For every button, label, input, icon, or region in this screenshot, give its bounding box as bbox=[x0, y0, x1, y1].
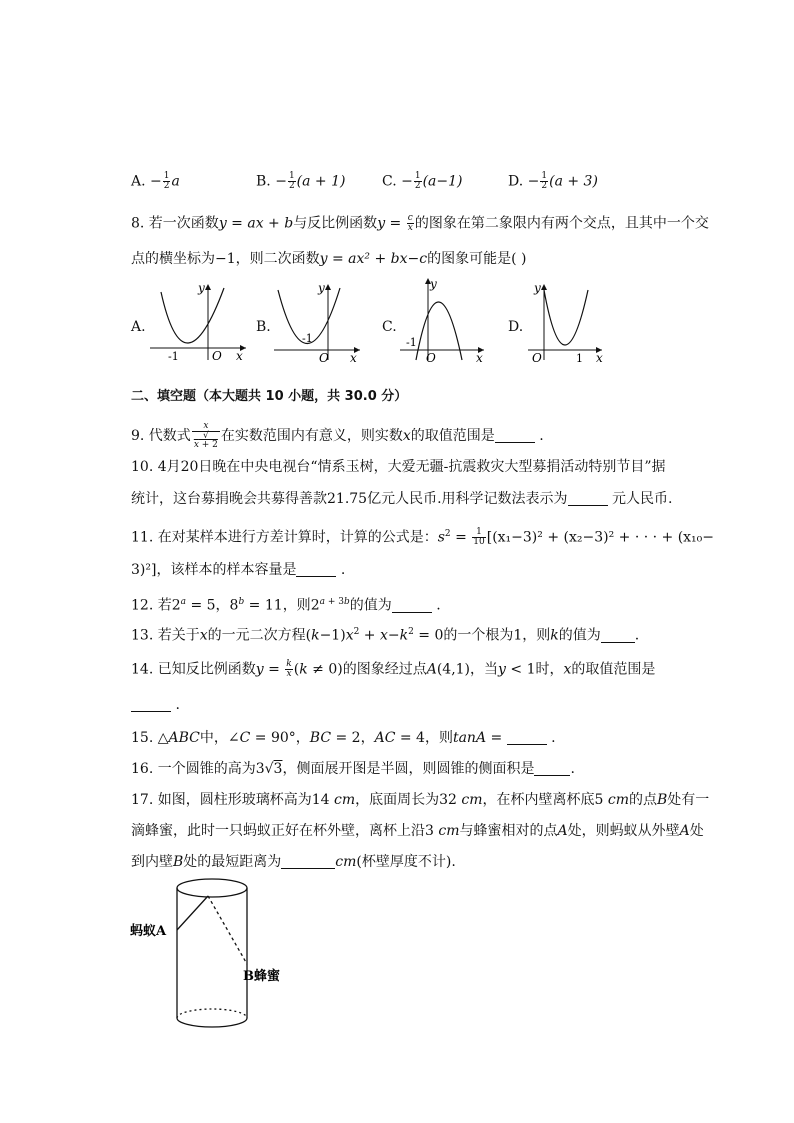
q8-graph-d bbox=[524, 280, 606, 362]
q7-option-b: B. − $\frac{1}{2}$ (a + 1) bbox=[256, 171, 346, 191]
section-title: 二、填空题（本大题共 10 小题，共 30.0 分） bbox=[131, 389, 408, 404]
svg-text:O: O bbox=[319, 351, 329, 362]
q16: 16. 一个圆锥的高为3√3，侧面展开图是半圆，则圆锥的侧面积是 . bbox=[131, 761, 575, 777]
q8-label-d: D. bbox=[508, 319, 524, 335]
svg-text:x: x bbox=[596, 351, 603, 362]
q7-option-c: C. − $\frac{1}{2}$ (a−1) bbox=[382, 171, 463, 191]
q7-option-d: D. − $\frac{1}{2}$ (a + 3) bbox=[508, 171, 598, 191]
svg-text:y: y bbox=[198, 281, 205, 295]
q15: 15. △ABC中，∠C = 90°，BC = 2，AC = 4，则tanA = . bbox=[131, 730, 556, 746]
q10-line1: 10. 4月20日晚在中央电视台“情系玉树，大爱无疆-抗震救灾大型募捐活动特别节目”据 bbox=[131, 459, 666, 475]
q9: 9. 代数式 x √ x + 2 在实数范围内有意义，则实数x的取值范围是 . bbox=[131, 421, 544, 450]
svg-text:B蜂蜜: B蜂蜜 bbox=[243, 969, 280, 984]
q12: 12. 若$2^a = 5$，$8^b = 11$，则$2^{a + 3b}$的值为 . bbox=[131, 597, 441, 614]
q17-line2: 滴蜂蜜，此时一只蚂蚁正好在杯外壁，离杯上沿3 cm与蜂蜜相对的点A处，则蚂蚁从外壁A处 bbox=[131, 823, 704, 839]
svg-text:x: x bbox=[476, 351, 483, 364]
q8-label-a: A. bbox=[131, 319, 146, 335]
q14-line1: 14. 已知反比例函数y = $\frac{k}{x}$ (k ≠ 0)的图象经过点A(4,1)，当y < 1时，x的取值范围是 bbox=[131, 659, 656, 679]
q8-label-b: B. bbox=[256, 319, 271, 335]
svg-text:y: y bbox=[318, 281, 325, 295]
q8-graph-c bbox=[396, 274, 488, 364]
svg-text:O: O bbox=[532, 351, 542, 362]
svg-text:y: y bbox=[534, 281, 541, 295]
svg-text:O: O bbox=[426, 351, 436, 364]
svg-text:蚂蚁A: 蚂蚁A bbox=[130, 924, 167, 939]
q7-option-a: A. − $\frac{1}{2}$ a bbox=[131, 171, 180, 191]
q11-line1: 11. 在对某样本进行方差计算时，计算的公式是：$s^2$ = $\frac{1}{10}$ [(x₁−3)² + (x₂−3)² + · · · + (x₁₀− bbox=[131, 527, 715, 548]
cylinder-figure bbox=[124, 872, 324, 1042]
svg-text:-1: -1 bbox=[168, 350, 179, 362]
q8-line1: 8. 若一次函数y = ax + b与反比例函数y = $\frac{c}{x}$ 的图象在第二象限内有两个交点，且其中一个交 bbox=[131, 213, 709, 233]
svg-text:1: 1 bbox=[576, 352, 583, 362]
q8-label-c: C. bbox=[382, 319, 397, 335]
svg-text:x: x bbox=[350, 351, 357, 362]
q11-line2: 3)²]，该样本的样本容量是 . bbox=[131, 562, 346, 578]
q8-graph-b bbox=[270, 280, 366, 362]
q8-graph-a bbox=[146, 280, 250, 362]
q10-line2: 统计，这台募捐晚会共募得善款21.75亿元人民币.用科学记数法表示为 元人民币. bbox=[131, 491, 673, 507]
svg-text:-1: -1 bbox=[406, 336, 417, 349]
svg-text:O: O bbox=[212, 349, 222, 362]
q8-line2: 点的横坐标为−1，则二次函数y = ax² + bx−c的图象可能是( ) bbox=[131, 251, 527, 267]
q17-line3: 到内壁B处的最短距离为 cm(杯壁厚度不计). bbox=[131, 854, 456, 870]
svg-text:x: x bbox=[236, 349, 243, 362]
q17-line1: 17. 如图，圆柱形玻璃杯高为14 cm，底面周长为32 cm，在杯内壁离杯底5 cm的点B处有一 bbox=[131, 792, 710, 808]
q13: 13. 若关于x的一元二次方程$(k-1)x^2 + x-k^2 = 0$的一个根为1，则k的值为 . bbox=[131, 627, 640, 644]
q14-line2: . bbox=[131, 696, 180, 714]
svg-text:y: y bbox=[430, 277, 437, 291]
svg-text:-1: -1 bbox=[302, 332, 313, 345]
